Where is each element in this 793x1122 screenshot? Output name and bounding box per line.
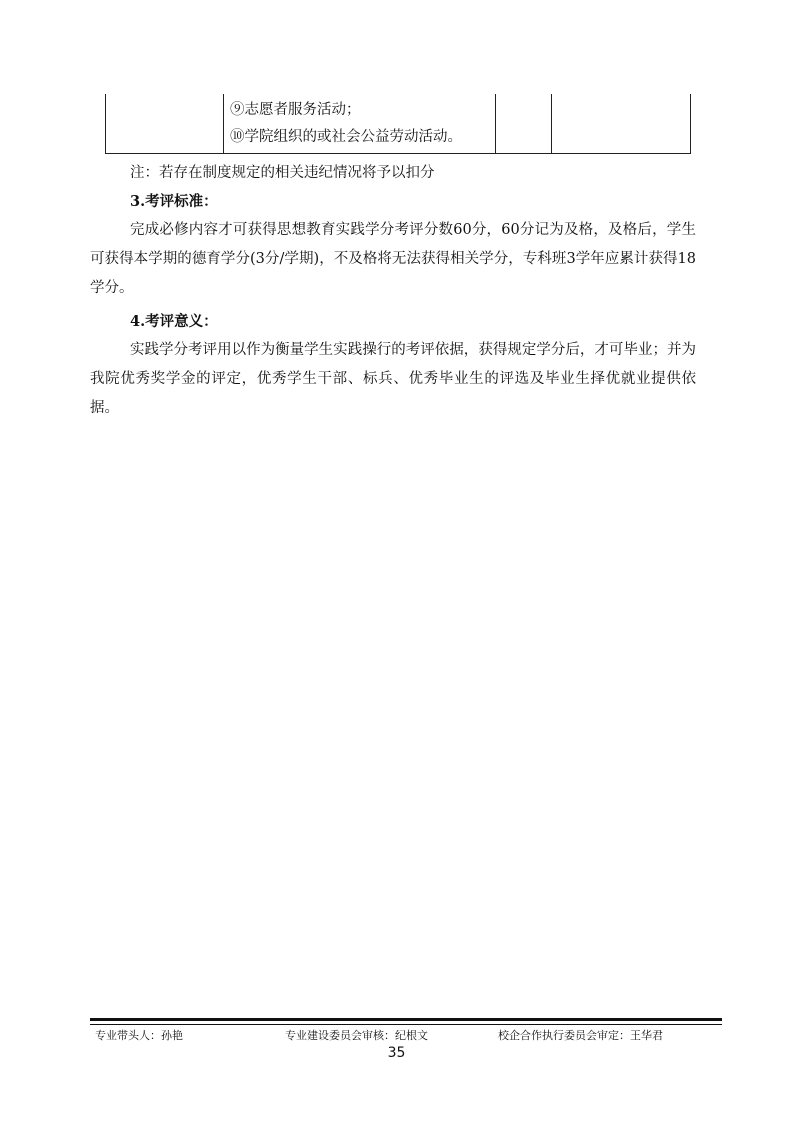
deduction-note: 注：若存在制度规定的相关违纪情况将予以扣分 [130, 165, 435, 181]
page-number: 35 [387, 1045, 406, 1061]
table-cell-content [224, 94, 496, 153]
footer-executive-approval: 校企合作执行委员会审定：王华君 [498, 1029, 663, 1042]
section-4-body: 实践学分考评用以作为衡量学生实践操行的考评依据，获得规定学分后，才可毕业；并为我院优秀奖学金的评定，优秀学生干部、标兵、优秀毕业生的评选及毕业生择优就业提供依据。 [90, 342, 696, 416]
section-3-body: 完成必修内容才可获得思想教育实践学分考评分数60分，60分记为及格，及格后，学生可获得本学期的德育学分(3分/学期)，不及格将无法获得相关学分，专科班3学年应累计获得18学分。 [90, 222, 696, 296]
footer-rule-thin [90, 1024, 722, 1025]
section-3-heading: 3.考评标准： [130, 193, 218, 210]
table-item-10: ⑩学院组织的或社会公益劳动活动。 [230, 129, 462, 145]
footer-rule-thick [90, 1018, 722, 1021]
table-cell-score [496, 94, 552, 153]
section-4-heading: 4.考评意义： [130, 313, 218, 330]
footer-committee-review: 专业建设委员会审核：纪根文 [285, 1029, 428, 1042]
criteria-table-fragment [105, 94, 691, 154]
table-cell-remark [552, 94, 690, 153]
table-item-9: ⑨志愿者服务活动； [230, 102, 361, 118]
table-cell-category [106, 94, 224, 153]
footer-program-lead: 专业带头人：孙艳 [95, 1029, 183, 1042]
